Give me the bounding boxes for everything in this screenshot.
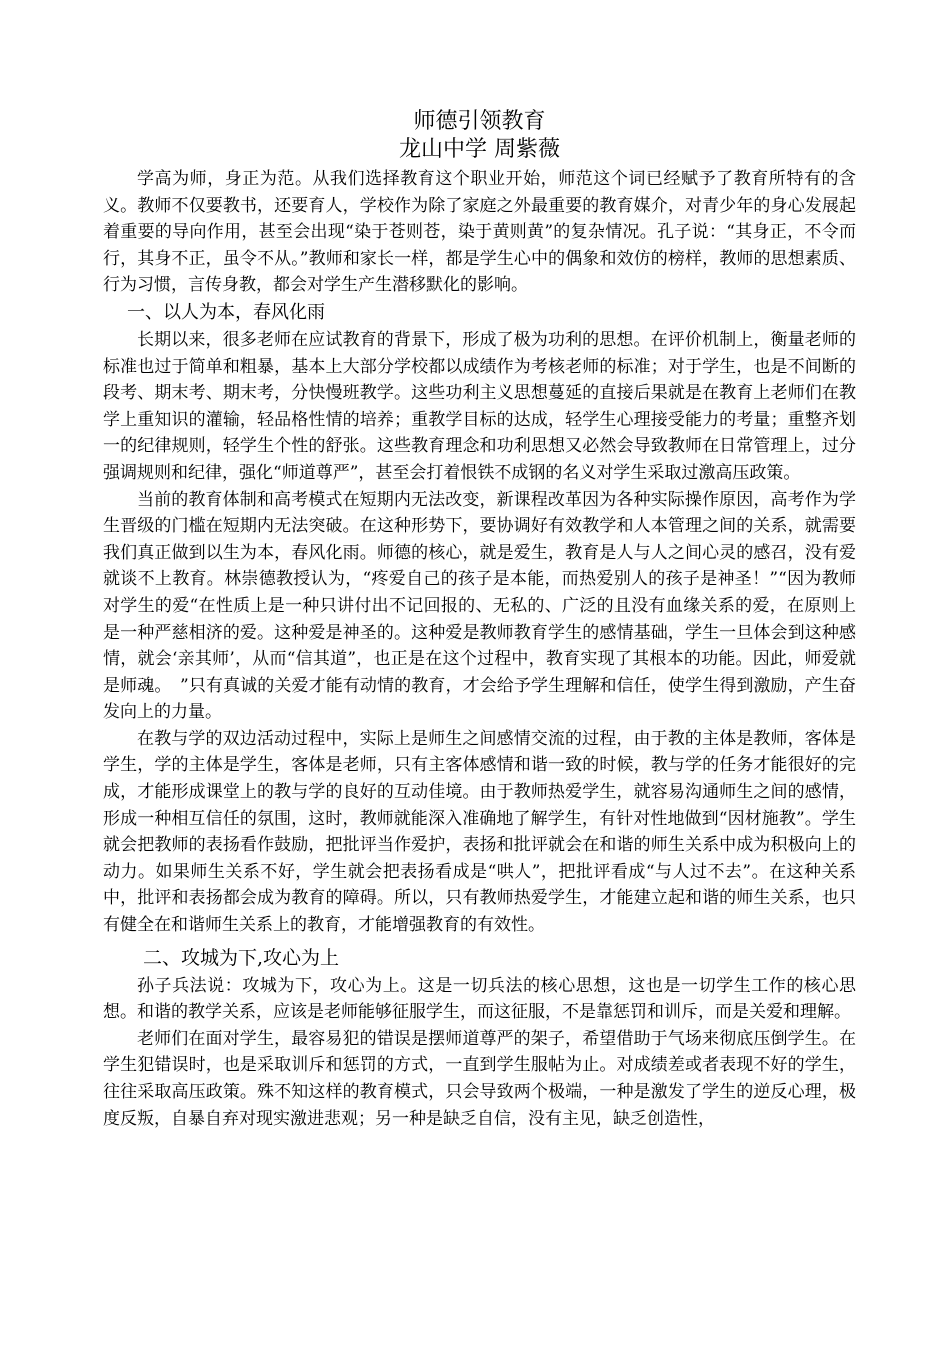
body-paragraph: 在教与学的双边活动过程中，实际上是师生之间感情交流的过程，由于教的主体是教师，客体是学生，学的主体是学生，客体是老师，只有主客体感情和谐一致的时候，教与学的任务才能很好的完成，才能形成课堂上的教与学的良好的互动佳境。由于教师热爱学生，就容易沟通师生之间的感情，形成一种相互信任的氛围，这时，教师就能深入准确地了解学生，有针对性地做到“因材施教”。学生就会把教师的表扬看作鼓励，把批评当作爱护，表扬和批评就会在和谐的师生关系中成为积极向上的动力。如果师生关系不好，学生就会把表扬看成是“哄人”，把批评看成“与人过不去”。在这种关系中，批评和表扬都会成为教育的障碍。所以，只有教师热爱学生，才能建立起和谐的师生关系，也只有健全在和谐师生关系上的教育，才能增强教育的有效性。 (103, 728, 856, 936)
section-heading-1: 一、以人为本，春风化雨 (127, 301, 325, 323)
section-heading-2: 二、攻城为下,攻心为上 (143, 946, 340, 969)
body-paragraph: 当前的教育体制和高考模式在短期内无法改变，新课程改革因为各种实际操作原因，高考作为学生晋级的门槛在短期内无法突破。在这种形势下，要协调好有效教学和人本管理之间的关系，就需要我们真正做到以生为本，春风化雨。师德的核心，就是爱生，教育是人与人之间心灵的感召，没有爱就谈不上教育。林崇德教授认为，“疼爱自己的孩子是本能，而热爱别人的孩子是神圣！”“因为教师对学生的爱“在性质上是一种只讲付出不记回报的、无私的、广泛的且没有血缘关系的爱，在原则上是一种严慈相济的爱。这种爱是神圣的。这种爱是教师教育学生的感情基础，学生一旦体会到这种感情，就会‘亲其师’，从而“信其道”，也正是在这个过程中，教育实现了其根本的功能。因此，师爱就是师魂。 ”只有真诚的关爱才能有动情的教育，才会给予学生理解和信任，使学生得到激励，产生奋发向上的力量。 (103, 489, 856, 723)
body-paragraph: 孙子兵法说：攻城为下，攻心为上。这是一切兵法的核心思想，这也是一切学生工作的核心思想。和谐的教学关系，应该是老师能够征服学生，而这征服，不是靠惩罚和训斥，而是关爱和理解。 (103, 975, 856, 1023)
body-paragraph: 长期以来，很多老师在应试教育的背景下，形成了极为功利的思想。在评价机制上，衡量老师的标准也过于简单和粗暴，基本上大部分学校都以成绩作为考核老师的标准；对于学生，也是不间断的段考、期末考、期末考，分快慢班教学。这些功利主义思想蔓延的直接后果就是在教育上老师们在教学上重知识的灌输，轻品格性情的培养；重教学目标的达成，轻学生心理接受能力的考量；重整齐划一的纪律规则，轻学生个性的舒张。这些教育理念和功利思想又必然会导致教师在日常管理上，过分强调规则和纪律，强化“师道尊严”，甚至会打着恨铁不成钢的名义对学生采取过激高压政策。 (103, 329, 856, 483)
document-page (103, 108, 856, 1132)
author-line: 龙山中学 周紫薇 (399, 137, 560, 162)
document-title: 师德引领教育 (413, 109, 546, 134)
body-paragraph: 老师们在面对学生，最容易犯的错误是摆师道尊严的架子，希望借助于气场来彻底压倒学生。在学生犯错误时，也是采取训斥和惩罚的方式，一直到学生服帖为止。对成绩差或者表现不好的学生，往往采取高压政策。殊不知这样的教育模式，只会导致两个极端，一种是激发了学生的逆反心理，极度反叛，自暴自弃对现实激进悲观；另一种是缺乏自信，没有主见，缺乏创造性， (103, 1028, 856, 1129)
intro-paragraph: 学高为师，身正为范。从我们选择教育这个职业开始，师范这个词已经赋予了教育所特有的含义。教师不仅要教书，还要育人，学校作为除了家庭之外最重要的教育媒介，对青少年的身心发展起着重要的导向作用，甚至会出现“染于苍则苍，染于黄则黄”的复杂情况。孔子说：“其身正，不令而行，其身不正，虽令不从。”教师和家长一样，都是学生心中的偶象和效仿的榜样，教师的思想素质、行为习惯，言传身教，都会对学生产生潜移默化的影响。 (103, 169, 856, 296)
